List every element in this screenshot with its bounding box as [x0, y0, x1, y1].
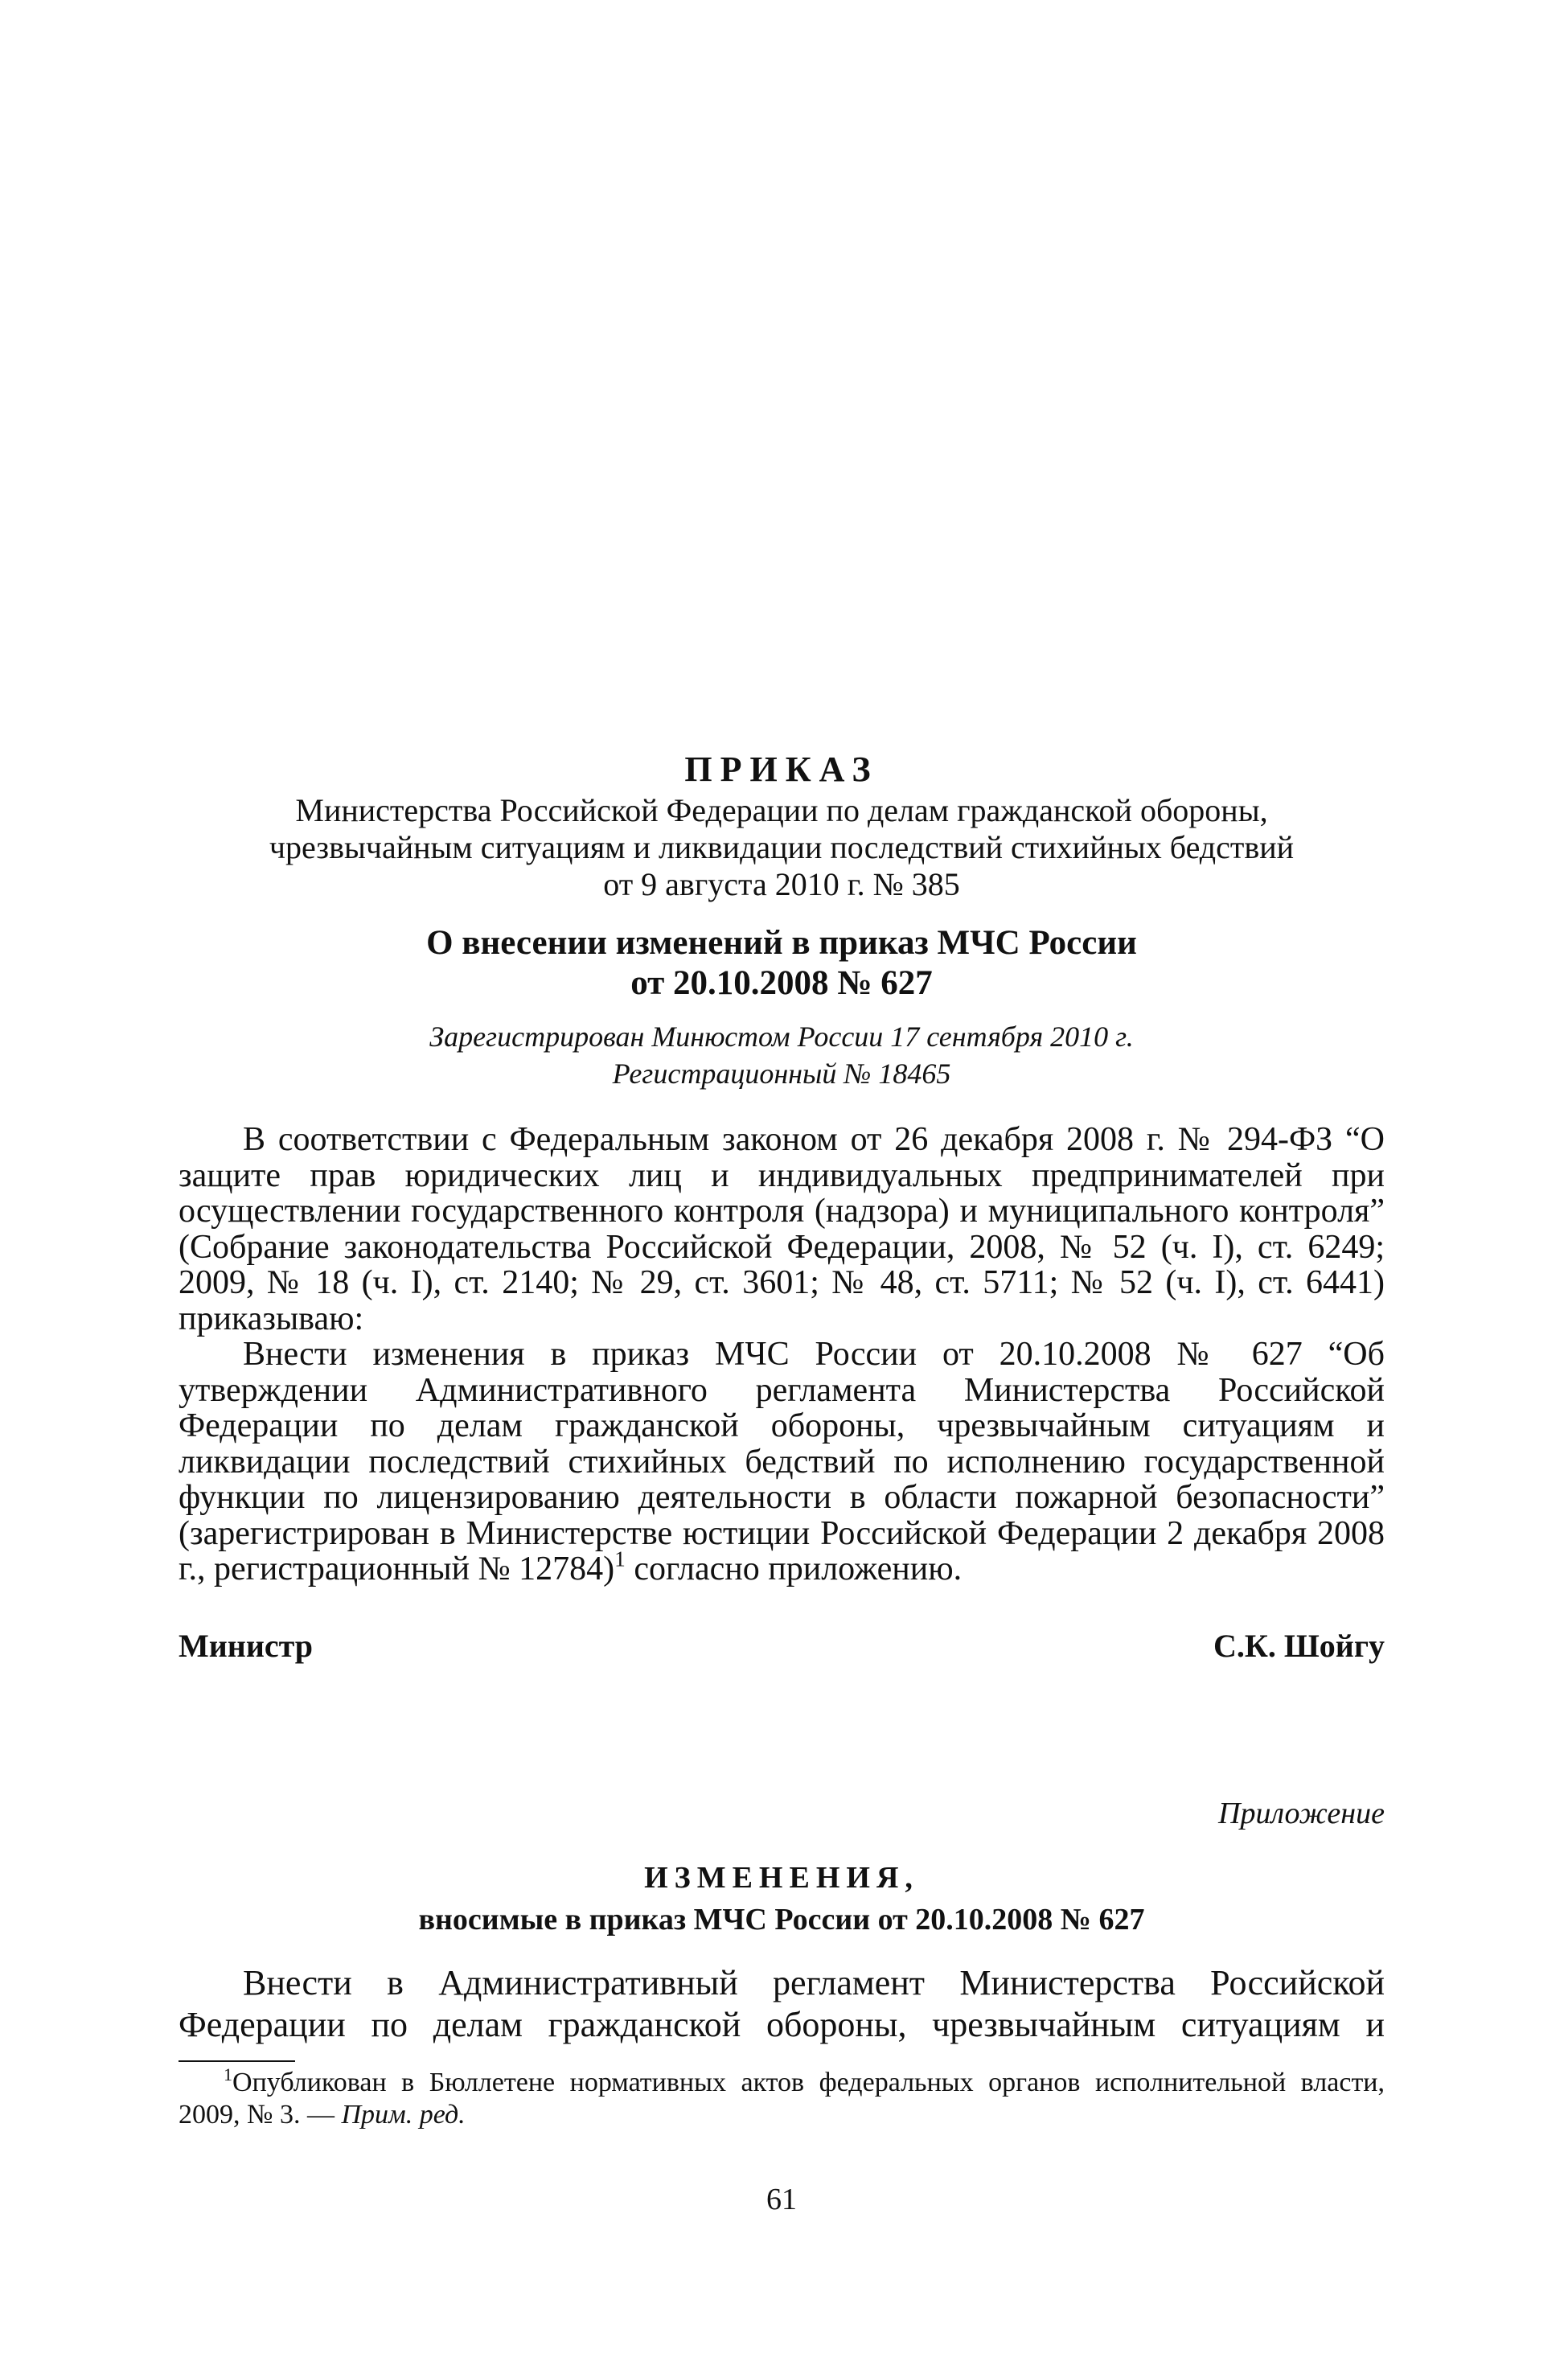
document-title: ПРИКАЗ	[684, 750, 879, 789]
footnote-reference: 1	[614, 1546, 626, 1571]
footnote-divider	[179, 2060, 295, 2062]
preamble-paragraph	[179, 1122, 1385, 1337]
registration-note	[179, 1018, 1385, 1092]
signatory-name: С.К. Шойгу	[1213, 1628, 1385, 1664]
order-text-main: Внести изменения в приказ МЧС России от 20.10.2008 № 627 “Об утверждении Административного регламента Министерства Российской Федерации по делам гражданской обороны, чрезвычайным ситуациям и ликвидации последствий стихийных бедствий по исполнению государственной функции по лицензированию деятельности в области пожарной безопасности” (зарегистрирован в Министерстве юстиции Российской Федерации 2 декабря 2008 г., регистрационный № 12784)	[179, 1336, 1385, 1587]
appendix-paragraph	[179, 1962, 1385, 2046]
footnote-body: Опубликован в Бюллетене нормативных актов федеральных органов исполнительной власти, 2009, № 3. —	[179, 2068, 1385, 2130]
subject-line-2: от 20.10.2008 № 627	[630, 964, 933, 1002]
footnote-text	[179, 2064, 1385, 2131]
order-subject	[179, 923, 1385, 1004]
footnote	[179, 2064, 1385, 2131]
appendix-text: Внести в Административный регламент Министерства Российской Федерации по делам гражданской обороны, чрезвычайным ситуациям и	[179, 1963, 1385, 2044]
editor-note: Прим. ред.	[341, 2100, 466, 2130]
appendix-label: Приложение	[1218, 1797, 1385, 1830]
appendix-subtitle: вносимые в приказ МЧС России от 20.10.2008 № 627	[418, 1903, 1145, 1937]
signatory-position: Министр	[179, 1628, 314, 1664]
issuer-block	[179, 792, 1385, 903]
footnote-mark: 1	[224, 2064, 233, 2084]
page-number: 61	[766, 2183, 797, 2216]
subject-line-1: О внесении изменений в приказ МЧС России	[426, 924, 1137, 962]
order-date-number: от 9 августа 2010 г. № 385	[603, 866, 960, 902]
issuer-line-2: чрезвычайным ситуациям и ликвидации последствий стихийных бедствий	[269, 829, 1295, 865]
appendix-title: ИЗМЕНЕНИЯ,	[644, 1861, 919, 1895]
order-text-tail: согласно приложению.	[625, 1550, 963, 1587]
order-text	[179, 1337, 1385, 1587]
order-paragraph	[179, 1337, 1385, 1587]
issuer-line-1: Министерства Российской Федерации по делам гражданской обороны,	[295, 792, 1268, 828]
preamble-text: В соответствии с Федеральным законом от 26 декабря 2008 г. № 294-ФЗ “О защите прав юридических лиц и индивидуальных предпринимателей при осуществлении государственного контроля (надзора) и муниципального контроля” (Собрание законодательства Российской Федерации, 2008, № 52 (ч. I), ст. 6249; 2009, № 18 (ч. I), ст. 2140; № 29, ст. 3601; № 48, ст. 5711; № 52 (ч. I), ст. 6441) приказываю:	[179, 1121, 1385, 1337]
registration-line-2: Регистрационный № 18465	[612, 1058, 951, 1090]
registration-line-1: Зарегистрирован Минюстом России 17 сентября 2010 г.	[429, 1021, 1134, 1053]
